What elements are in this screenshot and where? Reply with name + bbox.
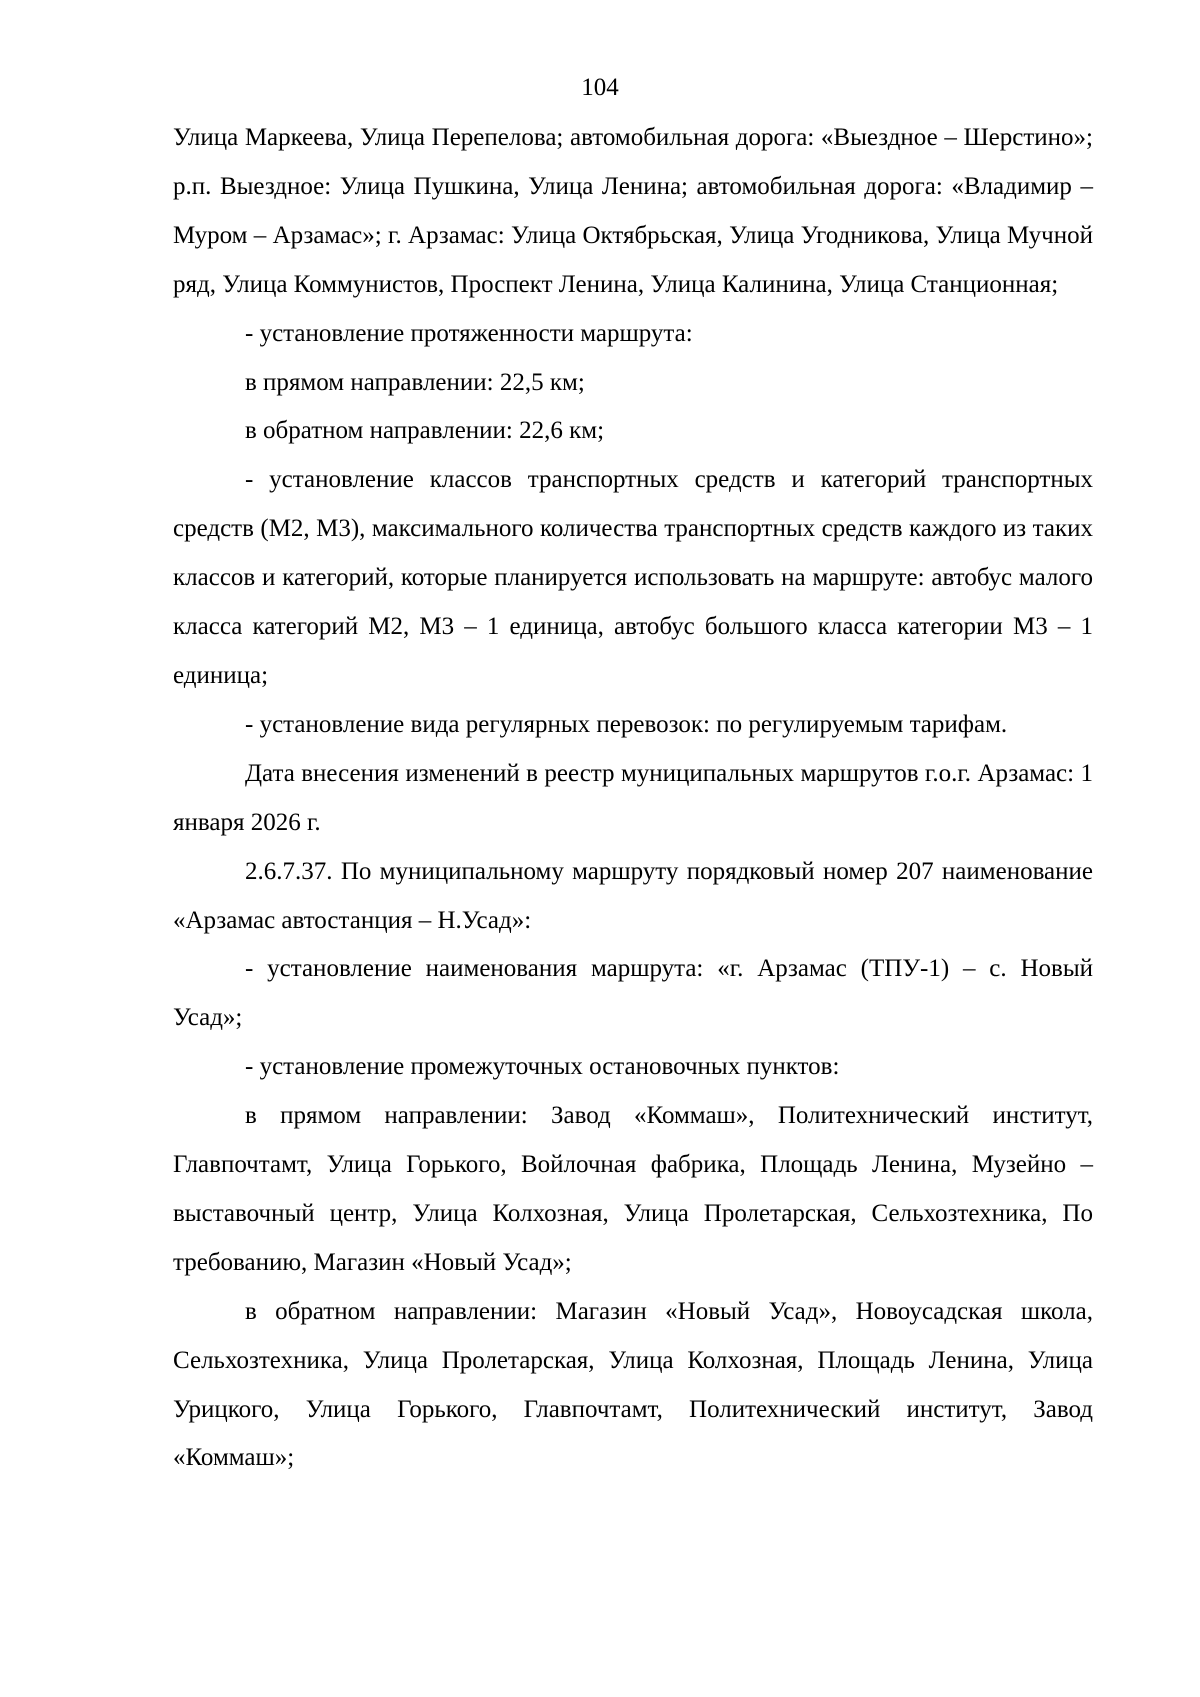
paragraph-route-name: - установление наименования маршрута: «г. Арзамас (ТПУ-1) – с. Новый Усад»; (173, 955, 1093, 1032)
paragraph-registry-date: Дата внесения изменений в реестр муниципальных маршрутов г.о.г. Арзамас: 1 января 2026 г. (173, 759, 1093, 836)
paragraph-forward-length: в прямом направлении: 22,5 км; (245, 368, 585, 396)
paragraph-reverse-stops: в обратном направлении: Магазин «Новый Усад», Новоусадская школа, Сельхозтехника, Улица Пролетарская, Улица Колхозная, Площадь Ленина, Улица Урицкого, Улица Горького, Главпочтамт, Политехнический институт, Завод «Коммаш»; (173, 1297, 1093, 1472)
paragraph-forward-stops: в прямом направлении: Завод «Коммаш», Политехнический институт, Главпочтамт, Улица Горького, Войлочная фабрика, Площадь Ленина, Музейно – выставочный центр, Улица Колхозная, Улица Пролетарская, Сельхозтехника, По требованию, Магазин «Новый Усад»; (173, 1102, 1093, 1276)
paragraph-route-length-heading: - установление протяженности маршрута: (245, 319, 693, 347)
paragraph-transport-type: - установление вида регулярных перевозок: по регулируемым тарифам. (245, 710, 1008, 738)
paragraph-intermediate-stops-heading: - установление промежуточных остановочных пунктов: (245, 1053, 840, 1081)
paragraph-route-207-heading: 2.6.7.37. По муниципальному маршруту порядковый номер 207 наименование «Арзамас автостанция – Н.Усад»: (173, 857, 1093, 934)
page-number: 104 (581, 74, 619, 101)
paragraph-reverse-length: в обратном направлении: 22,6 км; (245, 417, 605, 445)
paragraph-route-streets: Улица Маркеева, Улица Перепелова; автомобильная дорога: «Выездное – Шерстино»; р.п. Выездное: Улица Пушкина, Улица Ленина; автомобильная дорога: «Владимир – Муром – Арзамас»; г. Арзамас: Улица Октябрьская, Улица Угодникова, Улица Мучной ряд, Улица Коммунистов, Проспект Ленина, Улица Калинина, Улица Станционная; (173, 124, 1093, 298)
paragraph-vehicle-classes: - установление классов транспортных средств и категорий транспортных средств (М2, М3), максимального количества транспортных средств каждого из таких классов и категорий, которые планируется использовать на маршруте: автобус малого класса категорий М2, М3 – 1 единица, автобус большого класса категории М3 – 1 единица; (173, 466, 1093, 689)
document-body (173, 114, 1093, 1483)
